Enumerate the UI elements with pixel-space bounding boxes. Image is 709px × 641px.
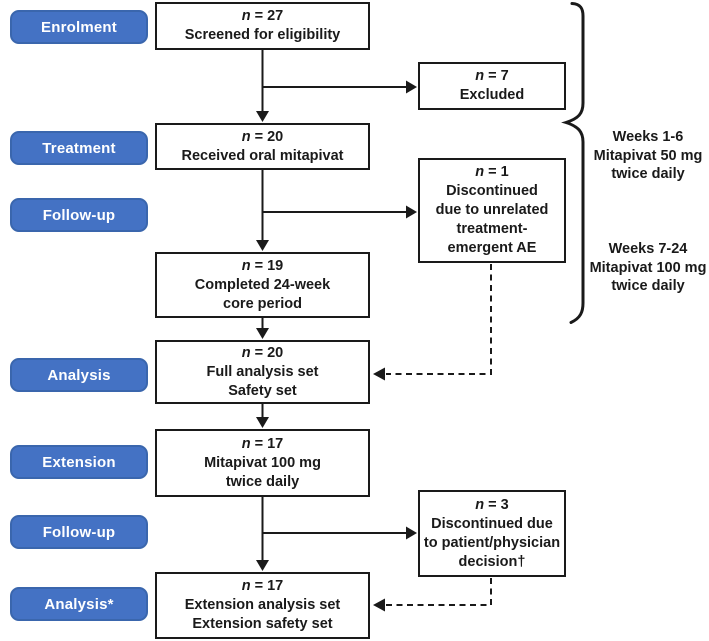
- annotation-weeks-1-6: [583, 128, 709, 184]
- annotation-line: Mitapivat 100 mg: [589, 259, 707, 276]
- arrowhead-completed-to-analysis: [256, 328, 269, 339]
- box-text-line: decision†: [458, 553, 526, 570]
- box-text-line: Discontinued due: [431, 515, 553, 532]
- stage-label-text: Treatment: [42, 139, 116, 157]
- annotation-line: twice daily: [611, 278, 685, 294]
- box-text-line: Received oral mitapivat: [181, 147, 344, 164]
- arrowhead-to-excluded: [406, 81, 417, 94]
- box-received-mitapivat: [155, 123, 370, 170]
- box-n-count: n = 17: [241, 578, 284, 594]
- dashed-line-discontinued-ext-to-ext-analysis: [386, 578, 491, 605]
- box-n-count: n = 20: [241, 344, 284, 361]
- arrowhead-to-discontinued-core: [406, 206, 417, 219]
- arrowhead-dashed-to-analysis: [373, 368, 385, 381]
- box-n-count: n = 1: [475, 164, 509, 180]
- box-discontinued-extension: [418, 490, 566, 577]
- arrowhead-received-to-completed: [256, 240, 269, 251]
- box-text-line: Extension safety set: [192, 616, 333, 632]
- annotation-weeks-7-24: [583, 240, 709, 296]
- curly-brace-core-period: [566, 4, 583, 323]
- stage-label-extension: [10, 445, 148, 479]
- stage-label-analysis: [10, 358, 148, 392]
- stage-label-follow-up-core: [10, 198, 148, 232]
- arrowhead-screened-to-received: [256, 111, 269, 122]
- stage-label-text: Extension: [42, 453, 116, 471]
- annotation-line: Weeks 7-24: [608, 241, 688, 257]
- box-analysis-sets: [155, 340, 370, 404]
- stage-label-text: Follow-up: [42, 206, 116, 224]
- box-text-line: Extension analysis set: [184, 597, 341, 613]
- box-excluded: [418, 62, 566, 110]
- box-text-line: Full analysis set: [206, 363, 319, 380]
- box-screened: [155, 2, 370, 50]
- annotation-line: twice daily: [611, 166, 685, 182]
- box-n-count: n = 3: [475, 496, 509, 513]
- stage-label-treatment: [10, 131, 148, 165]
- arrowhead-extension-to-ext-analysis: [256, 560, 269, 571]
- stage-label-enrolment: [10, 10, 148, 44]
- box-text-line: Mitapivat 100 mg: [204, 454, 321, 471]
- box-n-count: n = 20: [241, 128, 284, 145]
- box-text-line: Completed 24-week: [194, 276, 331, 293]
- stage-label-analysis-extension: [10, 587, 148, 621]
- box-discontinued-core: [418, 158, 566, 263]
- box-extension-analysis-sets: [155, 572, 370, 639]
- box-n-count: n = 7: [475, 68, 509, 84]
- box-text-line: due to unrelated: [435, 202, 549, 218]
- box-text-line: emergent AE: [447, 240, 537, 256]
- box-n-count: n = 27: [241, 8, 284, 24]
- stage-label-text: Analysis*: [44, 595, 114, 613]
- arrowhead-dashed-to-ext-analysis: [373, 599, 385, 612]
- box-text-line: core period: [223, 295, 302, 312]
- stage-label-text: Analysis: [47, 366, 111, 384]
- box-n-count: n = 17: [241, 435, 284, 452]
- stage-label-text: Follow-up: [42, 523, 116, 541]
- box-n-count: n = 19: [241, 257, 284, 274]
- box-text-line: Screened for eligibility: [184, 27, 341, 43]
- box-text-line: to patient/physician: [423, 534, 561, 551]
- box-text-line: Excluded: [459, 87, 525, 103]
- box-text-line: twice daily: [225, 473, 300, 490]
- annotation-line: Weeks 1-6: [612, 129, 684, 145]
- box-extension-dosing: [155, 429, 370, 497]
- stage-label-text: Enrolment: [41, 18, 117, 36]
- box-text-line: treatment-: [456, 221, 528, 237]
- annotation-line: Mitapivat 50 mg: [593, 147, 703, 164]
- dashed-line-discontinued-core-to-analysis: [386, 264, 491, 374]
- box-text-line: Discontinued: [446, 183, 538, 199]
- box-text-line: Safety set: [228, 382, 297, 399]
- arrowhead-analysis-to-extension: [256, 417, 269, 428]
- stage-label-follow-up-extension: [10, 515, 148, 549]
- arrowhead-to-discontinued-ext: [406, 527, 417, 540]
- box-completed-core-period: [155, 252, 370, 318]
